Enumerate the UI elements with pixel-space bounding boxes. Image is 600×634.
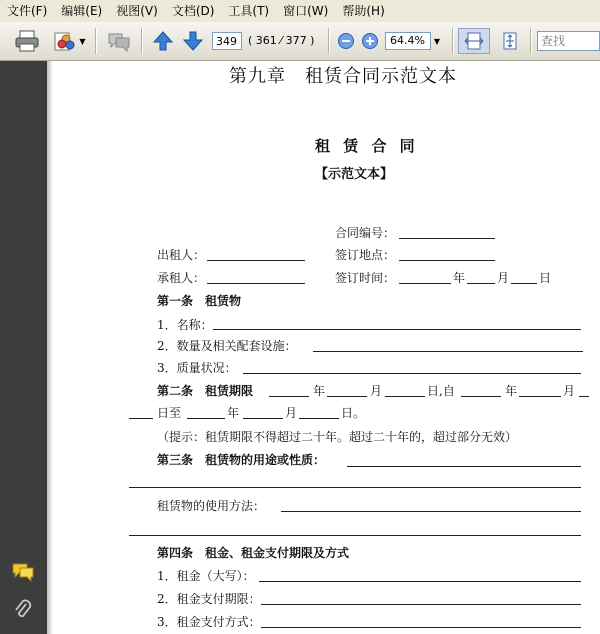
comments-icon — [11, 562, 35, 582]
blank-line — [207, 283, 305, 284]
comment-tool-button[interactable] — [104, 28, 134, 54]
toolbar-separator — [141, 28, 142, 54]
zoom-in-button[interactable] — [360, 28, 380, 54]
blank-line — [259, 581, 581, 582]
item-quality-label: 3．质量状况： — [157, 361, 237, 375]
paperclip-icon — [13, 599, 33, 621]
next-page-button[interactable] — [180, 28, 206, 54]
blank-line — [269, 396, 309, 397]
period-to-label: 日至 — [157, 406, 182, 420]
fit-width-icon — [464, 31, 484, 51]
arrow-down-icon — [182, 30, 204, 52]
article-1-heading: 第一条 租赁物 — [157, 294, 242, 308]
chevron-down-icon[interactable]: ▼ — [79, 36, 86, 46]
year-label: 年 — [505, 384, 518, 398]
menu-window[interactable]: 窗口(W) — [283, 4, 329, 18]
rent-payment-label: 3．租金支付方式： — [157, 615, 261, 629]
period-end-label: 日。 — [341, 406, 366, 420]
blank-line — [281, 511, 581, 512]
blank-line — [313, 351, 583, 352]
previous-page-button[interactable] — [150, 28, 176, 54]
period-from-label: 日,自 — [427, 384, 455, 398]
page-shadow — [47, 61, 53, 634]
menu-bar — [0, 0, 600, 23]
rent-period-label: 2．租金支付期限： — [157, 592, 261, 606]
zoom-in-icon — [361, 32, 379, 50]
blank-line — [399, 283, 451, 284]
contract-subtitle: 【示范文本】 — [315, 167, 394, 182]
toolbar-separator — [530, 28, 531, 54]
blank-line — [467, 283, 495, 284]
search-input[interactable]: 查找 — [537, 31, 600, 51]
zoom-out-icon — [337, 32, 355, 50]
share-users-icon — [52, 29, 78, 53]
lease-period-note: （提示：租赁期限不得超过二十年。超过二十年的，超过部分无效） — [157, 430, 518, 444]
lessor-label: 出租人： — [157, 248, 206, 262]
blank-line — [299, 418, 339, 419]
month-label: 月 — [563, 384, 576, 398]
contract-number-label: 合同编号： — [335, 226, 396, 240]
zoom-out-button[interactable] — [336, 28, 356, 54]
month-label: 月 — [370, 384, 383, 398]
lessee-label: 承租人： — [157, 271, 206, 285]
zoom-input[interactable]: 64.4% — [385, 32, 431, 50]
month-label: 月 — [285, 406, 298, 420]
fit-page-icon — [500, 31, 520, 51]
usage-method-label: 租赁物的使用方法： — [157, 499, 266, 513]
toolbar-separator — [452, 28, 453, 54]
blank-line — [327, 396, 367, 397]
blank-line — [519, 396, 561, 397]
contract-title: 租 赁 合 同 — [315, 137, 419, 155]
zoom-dropdown-icon[interactable]: ▼ — [433, 36, 441, 46]
menu-tools[interactable]: 工具(T) — [228, 4, 270, 18]
blank-line — [129, 418, 153, 419]
printer-icon — [14, 29, 40, 53]
article-3-heading: 第三条 租赁物的用途或性质： — [157, 453, 326, 467]
share-button[interactable] — [50, 28, 88, 54]
menu-help[interactable]: 帮助(H) — [342, 4, 385, 18]
sign-time-label: 签订时间： — [335, 271, 396, 285]
blank-line — [579, 396, 589, 397]
document-page — [47, 61, 600, 634]
page-count: ( 361 ⁄ 377 ) — [248, 34, 315, 47]
blank-line — [261, 604, 581, 605]
blank-line — [511, 283, 537, 284]
blank-line — [213, 329, 581, 330]
blank-line — [461, 396, 501, 397]
page-number-input[interactable]: 349 — [212, 32, 242, 50]
blank-line — [385, 396, 425, 397]
blank-line — [243, 418, 283, 419]
year-label: 年 — [313, 384, 326, 398]
blank-line — [187, 418, 225, 419]
toolbar-separator — [95, 28, 96, 54]
year-label: 年 — [453, 271, 466, 285]
article-4-heading: 第四条 租金、租金支付期限及方式 — [157, 546, 350, 560]
menu-view[interactable]: 视图(V) — [116, 4, 158, 18]
rent-amount-label: 1．租金（大写）： — [157, 569, 255, 583]
day-label: 日 — [539, 271, 552, 285]
menu-file[interactable]: 文件(F) — [7, 4, 48, 18]
item-name-label: 1．名称： — [157, 318, 213, 332]
chapter-heading: 第九章 租赁合同示范文本 — [229, 66, 457, 87]
month-label: 月 — [497, 271, 510, 285]
item-quantity-label: 2．数量及相关配套设施： — [157, 339, 297, 353]
blank-line — [261, 627, 581, 628]
fit-width-button[interactable] — [458, 28, 490, 54]
arrow-up-icon — [152, 30, 174, 52]
blank-line — [243, 373, 581, 374]
menu-edit[interactable]: 编辑(E) — [61, 4, 103, 18]
speech-bubbles-icon — [106, 29, 132, 53]
blank-line — [347, 466, 581, 467]
blank-line — [399, 238, 495, 239]
sign-place-label: 签订地点： — [335, 248, 396, 262]
blank-line — [129, 487, 581, 488]
menu-document[interactable]: 文档(D) — [171, 4, 215, 18]
navigation-sidebar — [0, 61, 47, 634]
fit-page-button[interactable] — [496, 28, 524, 54]
comments-panel-button[interactable] — [10, 561, 36, 583]
article-2-heading: 第二条 租赁期限 — [157, 384, 254, 398]
blank-line — [129, 535, 581, 536]
year-label: 年 — [227, 406, 240, 420]
print-button[interactable] — [12, 28, 42, 54]
toolbar-separator — [328, 28, 329, 54]
attachments-panel-button[interactable] — [10, 599, 36, 621]
blank-line — [207, 260, 305, 261]
blank-line — [399, 260, 495, 261]
